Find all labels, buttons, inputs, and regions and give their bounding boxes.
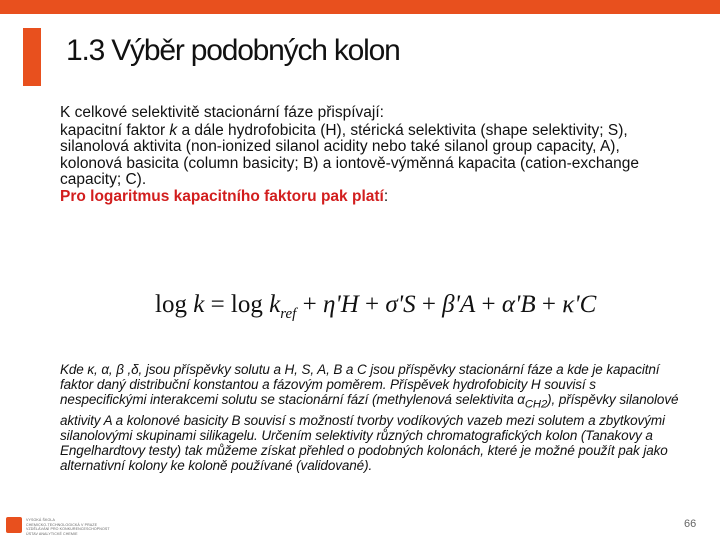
eq-term-coef: κ' (562, 291, 580, 318)
eq-k: k (193, 291, 205, 318)
paragraph-part: kapacitní faktor (60, 121, 170, 139)
eq-log-ref: log (230, 291, 263, 318)
top-accent-strip (0, 0, 720, 14)
intro-line: K celkové selektivitě stacionární fáze přispívají: (60, 104, 384, 121)
logo-line: CHEMICKO-TECHNOLOGICKÁ V PRAZE (26, 522, 98, 527)
highlight-text: Pro logaritmus kapacitního faktoru pak platí (60, 187, 384, 205)
eq-term-coef: σ' (385, 291, 404, 318)
eq-equals: = (204, 291, 231, 318)
eq-term-sign: + (535, 291, 563, 318)
note-subscript: CH2 (524, 398, 548, 411)
university-logo (4, 515, 124, 537)
highlight-line (60, 189, 670, 206)
eq-k-ref: k (269, 291, 281, 318)
title-accent-bar (23, 28, 41, 86)
capacity-factor-symbol: k (169, 121, 178, 139)
eq-term-coef: η' (322, 291, 341, 318)
svg-text:log k = log kref + η'H + σ'S + (155, 291, 597, 322)
eq-ref-subscript: ref (280, 306, 297, 322)
note-text: ), příspěvky silanolové aktivity A a kolonové basicity B souvisí s možností tvorby vodíkových vazeb mezi solutem a zbytkovými silanolovými skupinami silikagelu. Určením selektivity různých chromatografických kolon (Tanakovy a Engelhardtovy testy) tak můžeme získat přehled o podobných kolonách, které je možné použít pak jako alternativní kolony ke koloně používané (validované). (60, 392, 679, 474)
factors-paragraph (60, 123, 670, 189)
logo-line: VYSOKÁ ŠKOLA (26, 518, 55, 522)
eq-log: log (155, 291, 187, 318)
eq-term-var: H (340, 291, 359, 318)
logo-line: ÚSTAV ANALYTICKÉ CHEMIE (26, 531, 78, 536)
eq-term-var: C (579, 291, 597, 318)
eq-term-var: B (520, 291, 536, 318)
eq-term-coef: α' (501, 291, 521, 318)
logo-line: VZDĚLÁVÁNÍ PRO KONKURENCESCHOPNOST (26, 527, 110, 532)
explanatory-note (60, 362, 680, 473)
paragraph-part: a dále hydrofobicita (H), stérická selektivita (shape selektivity; S), silanolová aktivita (non-ionized silanol acidity nebo také silanol group capacity, A), kolonová basicita (column basicity; B) a iontově-výměnná kapacita (cation-exchange capacity; C). (60, 121, 639, 188)
logo-text (26, 518, 118, 536)
eq-term-var: A (459, 291, 476, 318)
eq-term-coef: β' (442, 291, 460, 318)
note-text: Kde κ, α, β ,δ, jsou příspěvky solutu a H, S, A, B a C jsou příspěvky stacionární fáze a kde je kapacitní faktor daný distribuční konstantou a fázovým poměrem. Příspěvek hydrofobicity H souvisí s nespecifickými interakcemi solutu se stacionární fází (methylenová selektivita α (60, 362, 660, 408)
slide-title: 1.3 Výběr podobných kolon (66, 34, 400, 67)
logo-mark-icon (6, 517, 22, 533)
selectivity-equation (155, 284, 635, 328)
eq-term-sign: + (296, 291, 323, 318)
eq-term-var: S (403, 291, 416, 318)
eq-term-sign: + (475, 291, 502, 318)
eq-term-sign: + (358, 291, 386, 318)
highlight-colon: : (383, 187, 389, 205)
body-text (60, 105, 670, 205)
page-number: 66 (684, 518, 697, 530)
eq-term-sign: + (415, 291, 443, 318)
